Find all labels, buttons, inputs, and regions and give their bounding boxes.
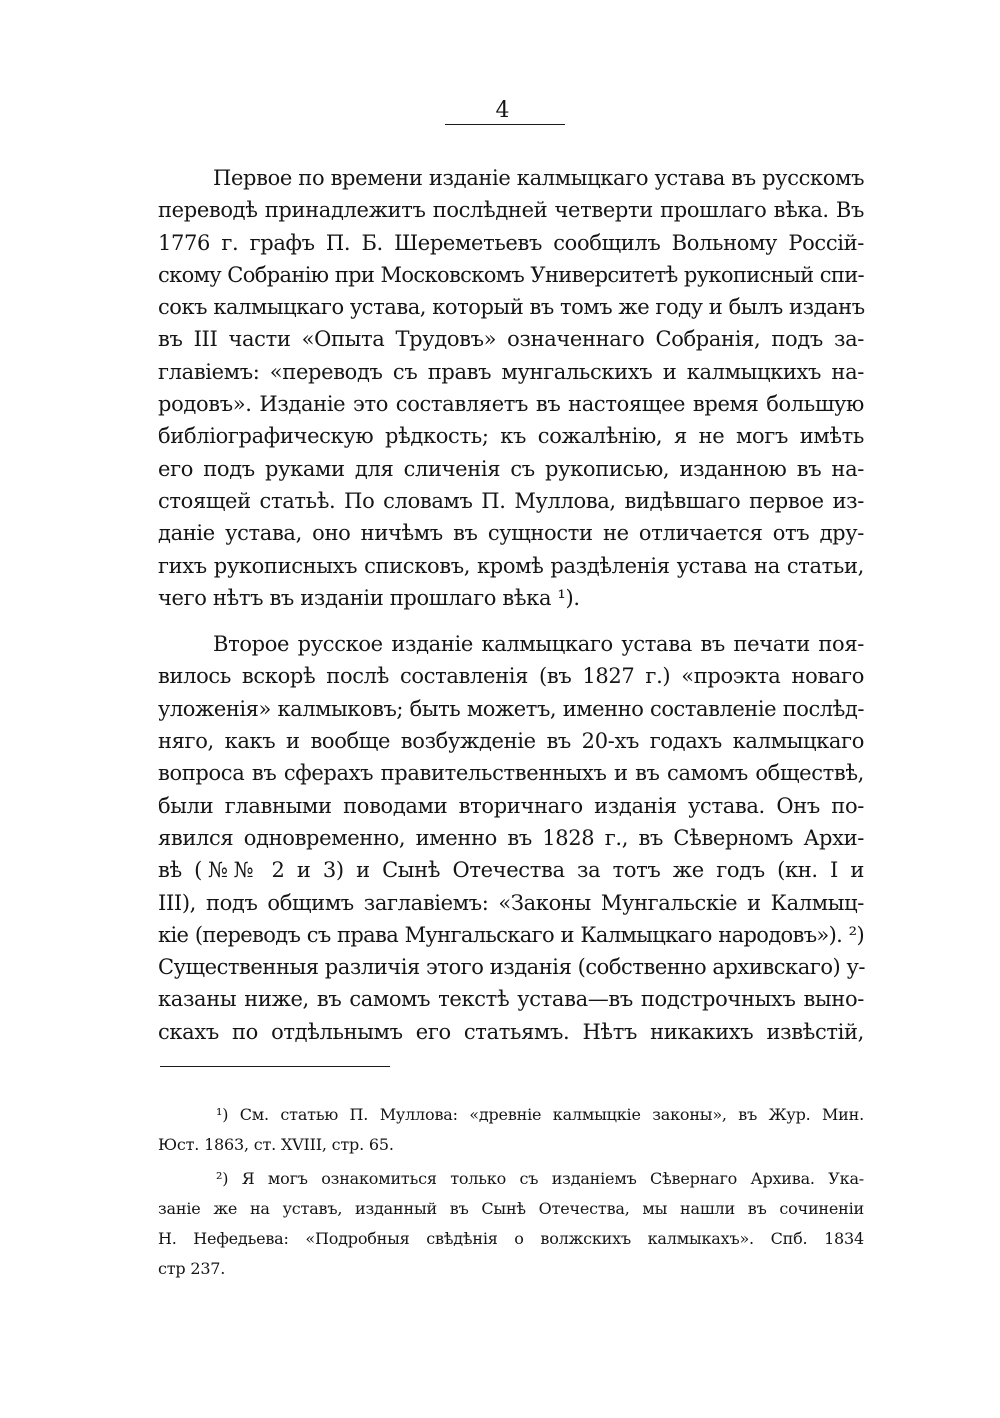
text-line: гихъ рукописныхъ списковъ, кромѣ раздѣленія устава на статьи,	[158, 553, 864, 578]
footnote-2	[158, 1164, 864, 1284]
paragraph-1	[158, 162, 864, 614]
footnote-line: ²) Я могъ ознакомиться только съ изданіемъ Сѣвернаго Архива. Ука-	[216, 1169, 864, 1188]
footnote-line: Юст. 1863, ст. XVIII, стр. 65.	[158, 1135, 394, 1154]
footnote-line: ¹) См. статью П. Муллова: «древніе калмыцкіе законы», въ Жур. Мин.	[216, 1105, 864, 1124]
text-line: кіе (переводъ съ права Мунгальскаго и Калмыцкаго народовъ»). ²)	[158, 922, 864, 947]
text-line: вилось вскорѣ послѣ составленія (въ 1827 г.) «проэкта новаго	[158, 664, 864, 689]
text-line: сокъ калмыцкаго устава, который въ томъ же году и былъ изданъ	[158, 295, 865, 320]
text-line: переводѣ принадлежитъ послѣдней четверти прошлаго вѣка. Въ	[158, 198, 864, 223]
text-line: уложенія» калмыковъ; быть можетъ, именно составленіе послѣд-	[158, 696, 864, 721]
text-line: скахъ по отдѣльнымъ его статьямъ. Нѣтъ никакихъ извѣстій,	[158, 1019, 864, 1044]
text-line: чего нѣтъ въ изданіи прошлаго вѣка ¹).	[158, 585, 580, 610]
text-line: явился одновременно, именно въ 1828 г., въ Сѣверномъ Архи-	[158, 825, 864, 850]
text-line: III), подъ общимъ заглавіемъ: «Законы Мунгальскіе и Калмыц-	[158, 890, 864, 915]
page-number: 4	[495, 98, 510, 123]
text-line: вопроса въ сферахъ правительственныхъ и въ самомъ обществѣ,	[158, 761, 864, 786]
paragraph-2	[158, 628, 864, 1048]
footnotes	[158, 1100, 864, 1284]
text-line: казаны ниже, въ самомъ текстѣ устава—въ подстрочныхъ выно-	[158, 987, 864, 1012]
footnote-line: заніе же на уставъ, изданный въ Сынѣ Отечества, мы нашли въ сочиненіи	[158, 1199, 864, 1218]
text-line: его подъ руками для сличенія съ рукописью, изданною въ на-	[158, 456, 864, 481]
paragraph-gap	[158, 614, 864, 628]
text-line: скому Собранію при Московскомъ Университетѣ рукописный спи-	[158, 262, 864, 287]
text-line: были главными поводами вторичнаго изданія устава. Онъ по-	[158, 793, 864, 818]
text-line: главіемъ: «переводъ съ правъ мунгальскихъ и калмыцкихъ на-	[158, 359, 864, 384]
body-text	[158, 162, 864, 1048]
page-number-rule	[445, 124, 565, 125]
text-line: библіографическую рѣдкость; къ сожалѣнію, я не могъ имѣть	[158, 424, 864, 449]
text-line: даніе устава, оно ничѣмъ въ сущности не отличается отъ дру-	[158, 521, 864, 546]
text-line: стоящей статьѣ. По словамъ П. Муллова, видѣвшаго первое из-	[158, 488, 864, 513]
text-line: Существенныя различія этого изданія (собственно архивскаго) у-	[158, 955, 866, 980]
text-line: Второе русское изданіе калмыцкаго устава въ печати поя-	[213, 632, 864, 657]
text-line: Первое по времени изданіе калмыцкаго устава въ русскомъ	[213, 166, 865, 190]
text-line: 1776 г. графъ П. Б. Шереметьевъ сообщилъ Вольному Россій-	[158, 230, 864, 255]
text-line: няго, какъ и вообще возбужденіе въ 20-хъ годахъ калмыцкаго	[158, 729, 864, 754]
footnote-1	[158, 1100, 864, 1160]
text-line: вѣ (№№ 2 и 3) и Сынѣ Отечества за тотъ же годъ (кн. I и	[158, 858, 864, 883]
text-line: въ III части «Опыта Трудовъ» означеннаго Собранія, подъ за-	[158, 327, 864, 352]
text-line: родовъ». Изданіе это составляетъ въ настоящее время большую	[158, 392, 864, 417]
footnote-line: Н. Нефедьева: «Подробныя свѣдѣнія о волжскихъ калмыкахъ». Спб. 1834	[158, 1229, 864, 1248]
footnote-rule	[160, 1066, 390, 1067]
footnote-line: стр 237.	[158, 1259, 226, 1278]
